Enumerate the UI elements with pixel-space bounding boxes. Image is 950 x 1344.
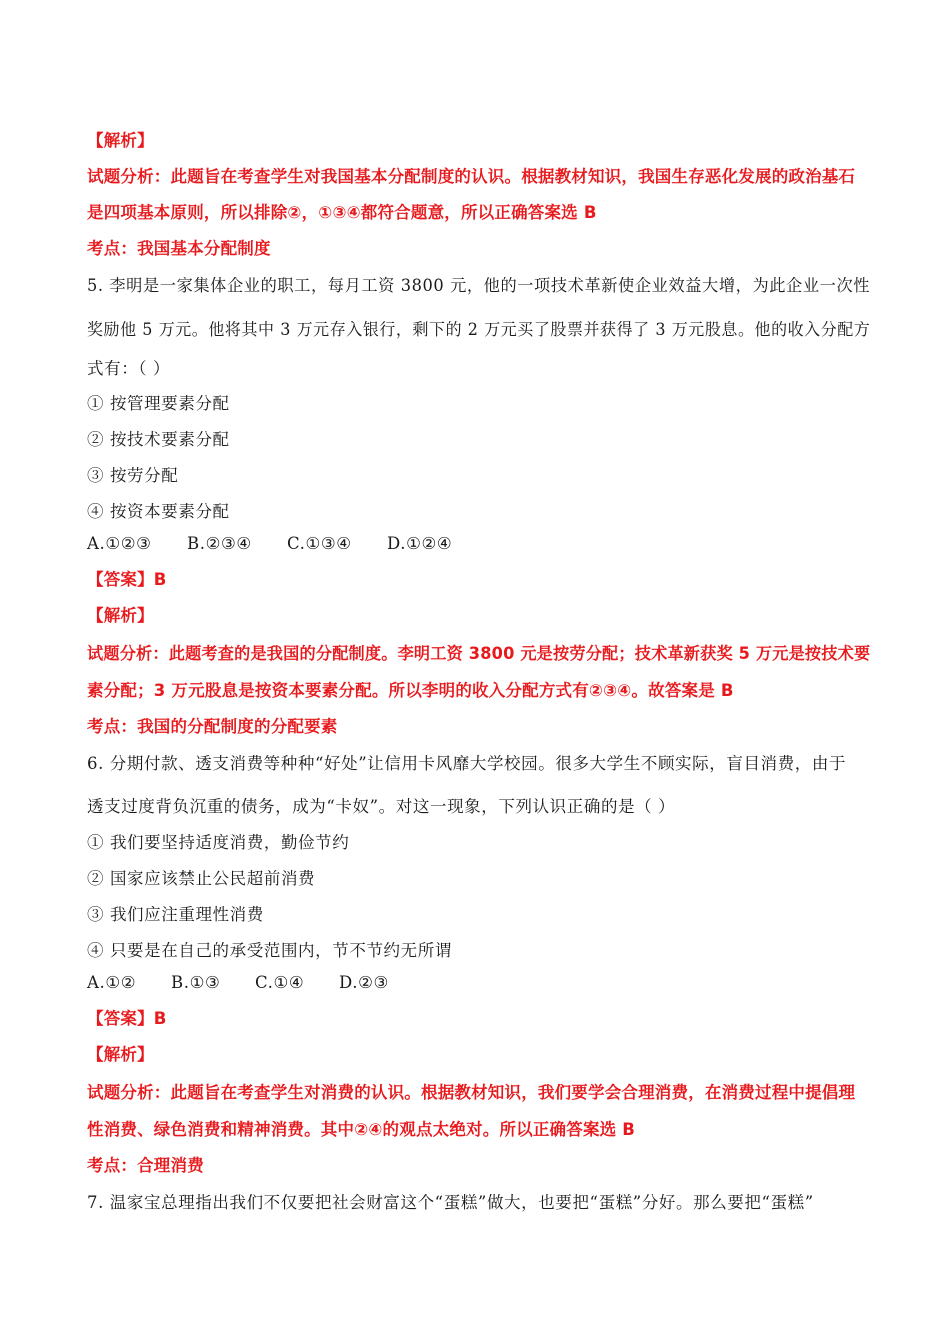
q6-item-4: ④ 只要是在自己的承受范围内，节不节约无所谓 [87, 941, 452, 960]
q7-stem-line-1: 7. 温家宝总理指出我们不仅要把社会财富这个“蛋糕”做大，也要把“蛋糕”分好。那么要把“蛋糕” [87, 1193, 814, 1212]
q6-item-2: ② 国家应该禁止公民超前消费 [87, 869, 316, 888]
q4-explanation-header: 【解析】 [87, 131, 154, 150]
q5-analysis-line-1: 试题分析：此题考查的是我国的分配制度。李明工资 3800 元是按劳分配；技术革新获奖 5 万元是按技术要 [87, 644, 871, 663]
q6-stem-line-1: 6. 分期付款、透支消费等种种“好处”让信用卡风靡大学校园。很多大学生不顾实际，盲目消费，由于 [87, 754, 847, 773]
q6-option-d: D.②③ [339, 973, 389, 992]
q6-item-1: ① 我们要坚持适度消费，勤俭节约 [87, 833, 350, 852]
q5-item-4: ④ 按资本要素分配 [87, 502, 230, 521]
q5-stem-line-3: 式有：（ ） [87, 359, 171, 378]
q6-option-b: B.①③ [171, 973, 221, 992]
q4-analysis-line-1: 试题分析：此题旨在考查学生对我国基本分配制度的认识。根据教材知识，我国生存恶化发展的政治基石 [87, 167, 856, 186]
q5-analysis-line-2: 素分配；3 万元股息是按资本要素分配。所以李明的收入分配方式有②③④。故答案是 B [87, 681, 734, 700]
q6-answer: 【答案】B [87, 1009, 167, 1028]
q6-options [87, 973, 389, 992]
q6-item-3: ③ 我们应注重理性消费 [87, 905, 264, 924]
q6-explanation-header: 【解析】 [87, 1045, 154, 1064]
q5-item-3: ③ 按劳分配 [87, 466, 179, 485]
q6-option-a: A.①② [87, 973, 137, 992]
q5-option-c: C.①③④ [287, 534, 352, 553]
q5-option-b: B.②③④ [187, 534, 252, 553]
q5-explanation-header: 【解析】 [87, 606, 154, 625]
q4-analysis-line-2: 是四项基本原则，所以排除②，①③④都符合题意，所以正确答案选 B [87, 203, 597, 222]
q5-option-d: D.①②④ [387, 534, 453, 553]
q5-stem-line-2: 奖励他 5 万元。他将其中 3 万元存入银行，剩下的 2 万元买了股票并获得了 3 万元股息。他的收入分配方 [87, 320, 871, 339]
q5-point: 考点：我国的分配制度的分配要素 [87, 717, 338, 736]
q5-item-2: ② 按技术要素分配 [87, 430, 230, 449]
q5-item-1: ① 按管理要素分配 [87, 394, 230, 413]
q4-point: 考点：我国基本分配制度 [87, 239, 271, 258]
q6-analysis-line-2: 性消费、绿色消费和精神消费。其中②④的观点太绝对。所以正确答案选 B [87, 1120, 636, 1139]
q6-analysis-line-1: 试题分析：此题旨在考查学生对消费的认识。根据教材知识，我们要学会合理消费，在消费过程中提倡理 [87, 1083, 856, 1102]
q6-point: 考点：合理消费 [87, 1156, 204, 1175]
q5-options [87, 534, 452, 553]
q5-answer: 【答案】B [87, 570, 167, 589]
q5-option-a: A.①②③ [87, 534, 152, 553]
q6-stem-line-2: 透支过度背负沉重的债务，成为“卡奴”。对这一现象，下列认识正确的是（ ） [87, 797, 676, 816]
q6-option-c: C.①④ [255, 973, 305, 992]
q5-stem-line-1: 5. 李明是一家集体企业的职工，每月工资 3800 元，他的一项技术革新使企业效益大增，为此企业一次性 [87, 276, 871, 295]
